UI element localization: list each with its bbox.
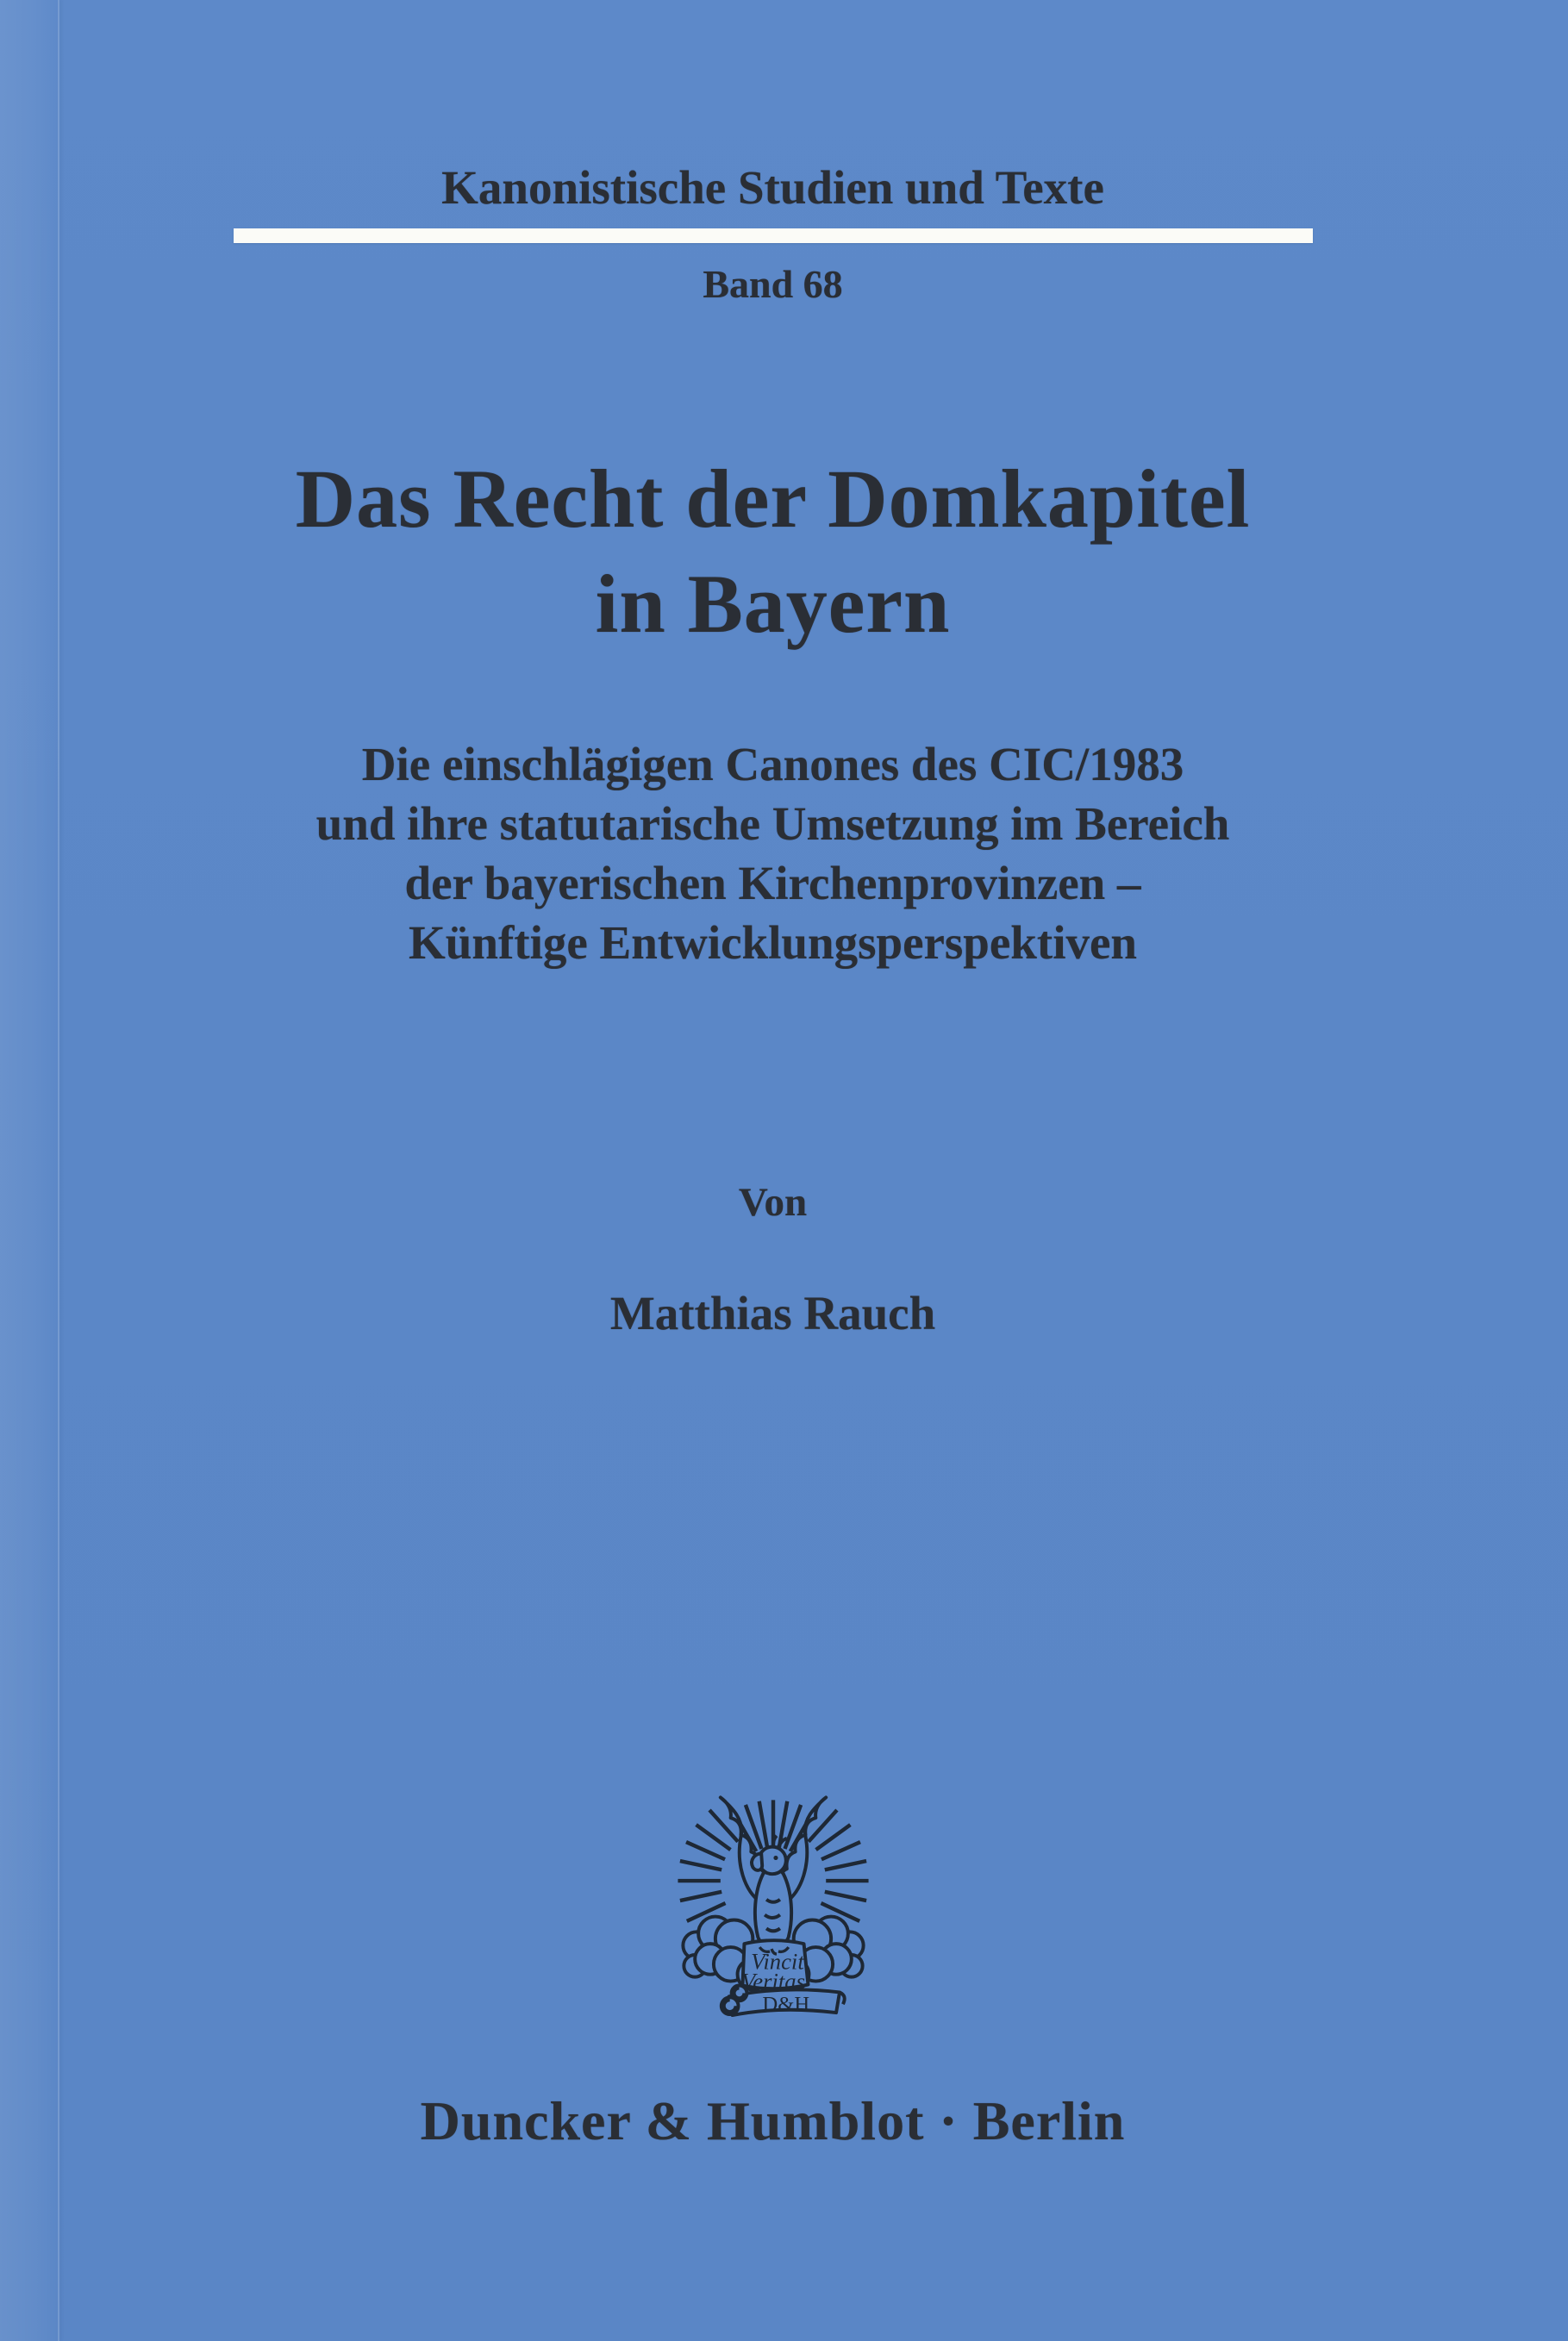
motto-word-2: Veritas <box>740 1968 805 1995</box>
byline-preposition: Von <box>738 1180 808 1225</box>
subtitle-line: Die einschlägigen Canones des CIC/1983 <box>361 738 1184 790</box>
publisher-emblem <box>671 1755 876 2019</box>
publisher-imprint: Duncker & Humblot · Berlin <box>420 2090 1126 2151</box>
author-name: Matthias Rauch <box>609 1287 936 1339</box>
series-title: Kanonistische Studien und Texte <box>441 161 1104 214</box>
publisher-monogram: D&H <box>761 1993 809 2017</box>
subtitle-line: der bayerischen Kirchenprovinzen – <box>404 857 1141 909</box>
subtitle-line: und ihre statutarische Umsetzung im Bereich <box>315 797 1230 850</box>
book-subtitle <box>0 734 1546 972</box>
book-title-line-2: in Bayern <box>595 558 951 650</box>
series-divider-rule <box>234 228 1313 243</box>
subtitle-line: Künftige Entwicklungsperspektiven <box>409 916 1137 969</box>
book-title-line-1: Das Recht der Domkapitel <box>295 453 1251 545</box>
motto-word-1: Vincit <box>750 1948 804 1975</box>
eagle-emblem-icon <box>671 1755 876 2019</box>
book-title <box>0 446 1546 657</box>
volume-label: Band 68 <box>703 262 843 306</box>
